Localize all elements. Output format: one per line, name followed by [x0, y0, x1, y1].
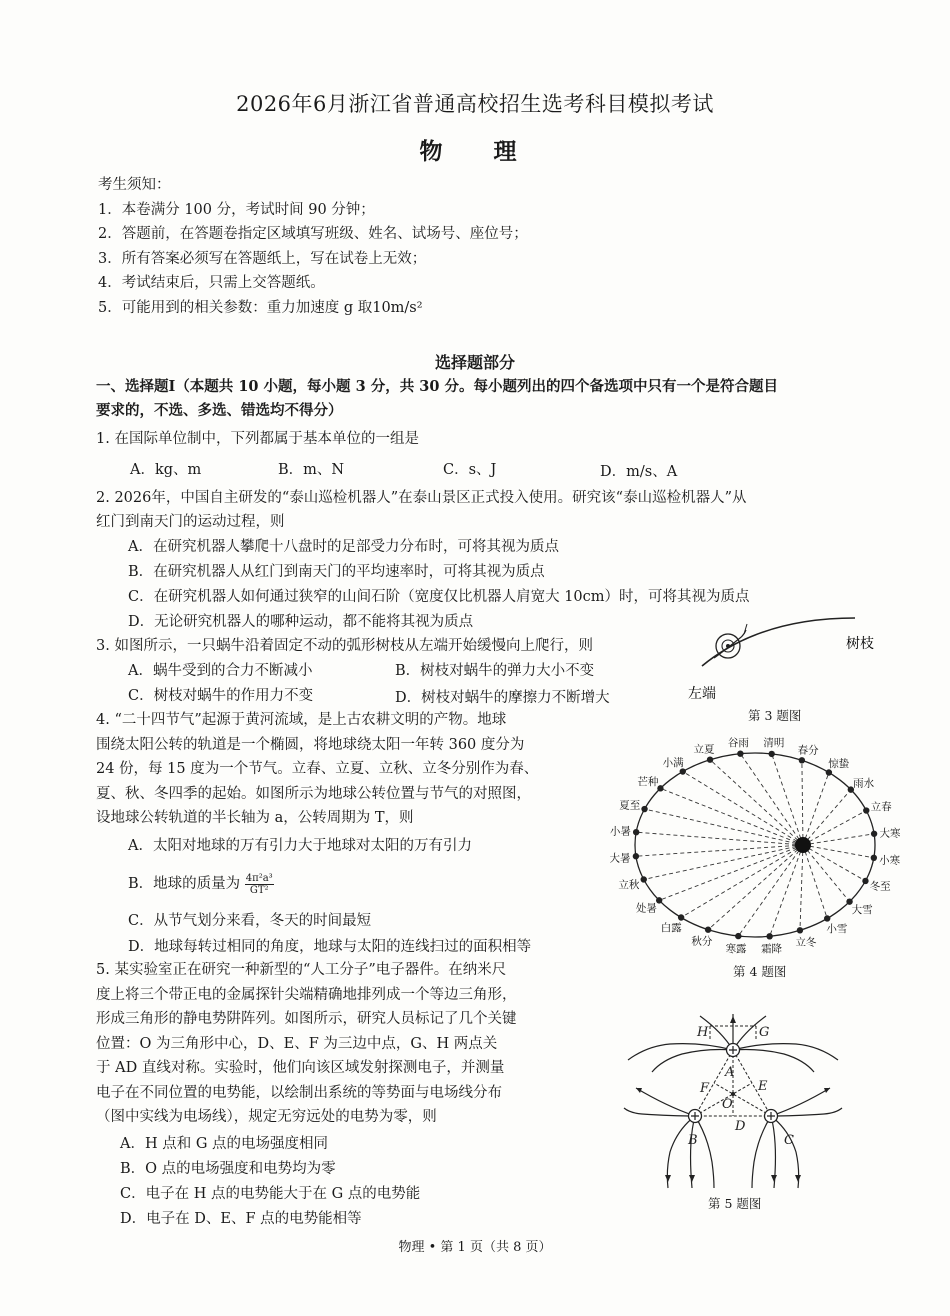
point-label-c: C — [784, 1133, 794, 1148]
subject-title: 物 理 — [419, 138, 531, 165]
solar-term-label: 霜降 — [761, 943, 783, 956]
orbit-ellipse — [635, 753, 875, 937]
q5-option-a: A．H 点和 G 点的电场强度相同 — [120, 1136, 329, 1152]
point-label-o: O — [722, 1097, 733, 1112]
page-footer: 物理 • 第 1 页（共 8 页） — [398, 1240, 552, 1255]
orbit-ray — [803, 845, 874, 858]
q1-option-c: C．s、J — [443, 462, 497, 478]
orbit-ray — [800, 845, 803, 930]
solar-term-label: 春分 — [797, 744, 819, 757]
earth-position-dot — [707, 756, 713, 762]
notice-block — [98, 173, 528, 320]
q4-figure-caption: 第 4 题图 — [733, 964, 787, 979]
orbit-ray — [738, 845, 803, 936]
solar-term-label: 小雪 — [826, 923, 848, 936]
earth-position-dot — [633, 853, 639, 859]
solar-term-label: 清明 — [763, 737, 785, 750]
orbit-ray — [803, 811, 866, 845]
q5-option-c: C．电子在 H 点的电势能大于在 G 点的电势能 — [120, 1186, 421, 1202]
q5-stem-line: 电子在不同位置的电势能，以绘制出系统的等势面与电场线分布 — [96, 1084, 502, 1101]
solar-term-label: 寒露 — [725, 942, 747, 955]
q5-figure-caption: 第 5 题图 — [708, 1196, 762, 1211]
q5-stem-line: 位置：O 为三角形中心，D、E、F 为三边中点，G、H 两点关 — [96, 1035, 498, 1052]
q5-stem-line: 形成三角形的静电势阱阵列。如图所示，研究人员标记了几个关键 — [96, 1011, 517, 1027]
q4-stem — [96, 708, 596, 831]
solar-term-label: 芒种 — [637, 775, 659, 788]
earth-position-dot — [641, 876, 647, 882]
orbit-ray — [772, 754, 803, 845]
solar-term-label: 雨水 — [853, 777, 875, 790]
q2-option-a: A．在研究机器人攀爬十八盘时的足部受力分布时，可将其视为质点 — [128, 539, 559, 555]
q4-stem-line: 4. “二十四节气”起源于黄河流域，是上古农耕文明的产物。地球 — [96, 712, 507, 728]
sun-icon — [795, 837, 811, 853]
q1-option-b: B．m、N — [278, 462, 345, 478]
part-heading — [96, 375, 866, 423]
branch-label: 树枝 — [846, 636, 874, 652]
orbit-ray — [803, 845, 827, 918]
q2-option-b: B．在研究机器人从红门到南天门的平均速率时，可将其视为质点 — [128, 564, 545, 580]
q5-option-b: B．O 点的电场强度和电势均为零 — [120, 1161, 336, 1177]
orbit-ray — [802, 760, 803, 845]
earth-position-dot — [735, 933, 741, 939]
point-label-e: E — [758, 1079, 768, 1094]
q5-stem-line: 于 AD 直线对称。实验时，他们向该区域发射探测电子，并测量 — [96, 1060, 505, 1076]
q5-stem-line: （图中实线为电场线），规定无穷远处的电势为零，则 — [96, 1109, 437, 1125]
solar-term-label: 小寒 — [879, 854, 900, 867]
notice-item: 4．考试结束后，只需上交答题纸。 — [98, 275, 325, 291]
notice-item: 1．本卷满分 100 分，考试时间 90 分钟； — [98, 201, 375, 218]
part-heading-line2: 要求的，不选、多选、错选均不得分） — [96, 402, 343, 419]
solar-term-label: 大雪 — [851, 904, 873, 917]
notice-item: 5．可能用到的相关参数：重力加速度 g 取10m/s² — [98, 299, 423, 316]
q5-option-d: D．电子在 D、E、F 点的电势能相等 — [120, 1211, 362, 1227]
earth-position-dot — [678, 914, 684, 920]
orbit-ray — [636, 845, 803, 856]
q1-option-a: A．kg、m — [130, 462, 202, 478]
solar-term-label: 惊蛰 — [828, 758, 850, 771]
q3-stem: 3. 如图所示，一只蜗牛沿着固定不动的弧形树枝从左端开始缓慢向上爬行，则 — [96, 638, 593, 654]
solar-term-label: 立秋 — [618, 878, 640, 891]
orbit-ray — [710, 760, 803, 845]
q5-stem-line: 度上将三个带正电的金属探针尖端精确地排列成一个等边三角形， — [96, 986, 517, 1003]
orbit-ray — [803, 790, 851, 845]
part-heading-line1: 一、选择题Ⅰ（本题共 10 小题，每小题 3 分，共 30 分。每小题列出的四个备选项中只有一个是符合题目 — [96, 378, 779, 395]
earth-position-dot — [633, 829, 639, 835]
q4-option-d: D．地球每转过相同的角度，地球与太阳的连线扫过的面积相等 — [128, 939, 532, 955]
orbit-ray — [803, 773, 829, 845]
point-label-b: B — [688, 1133, 698, 1148]
q4-option-b-prefix: B．地球的质量为 — [128, 876, 241, 892]
orbit-ray — [770, 845, 803, 936]
q4-formula-denominator: GT² — [249, 884, 269, 896]
solar-terms-orbit-figure — [610, 733, 900, 958]
q4-option-b — [128, 872, 274, 896]
earth-position-dot — [824, 915, 830, 921]
orbit-ray — [683, 772, 803, 845]
q2-option-d: D．无论研究机器人的哪种运动，都不能将其视为质点 — [128, 614, 474, 630]
section-title: 选择题部分 — [434, 353, 515, 372]
solar-term-label: 白露 — [660, 921, 682, 934]
solar-term-label: 立冬 — [795, 936, 817, 949]
solar-term-label: 小满 — [662, 756, 684, 769]
solar-term-label: 立春 — [870, 801, 892, 814]
solar-term-label: 谷雨 — [727, 736, 749, 749]
q5-stem-line: 5. 某实验室正在研究一种新型的“人工分子”电子器件。在纳米尺 — [96, 962, 507, 978]
solar-term-label: 处暑 — [635, 902, 657, 915]
earth-position-dot — [656, 897, 662, 903]
solar-term-label: 冬至 — [869, 880, 891, 893]
branch-arc — [702, 618, 855, 666]
earth-position-dot — [862, 878, 868, 884]
q4-formula-numerator: 4π²a³ — [245, 872, 273, 884]
earth-position-dot — [871, 831, 877, 837]
orbit-ray — [660, 788, 803, 845]
q4-stem-line: 围绕太阳公转的轨道是一个椭圆，将地球绕太阳一年转 360 度分为 — [96, 736, 525, 753]
earth-position-dot — [737, 750, 743, 756]
notice-item: 3．所有答案必须写在答题纸上，写在试卷上无效； — [98, 250, 427, 267]
exam-title: 2026年6月浙江省普通高校招生选考科目模拟考试 — [236, 92, 714, 116]
q3-option-c: C．树枝对蜗牛的作用力不变 — [128, 688, 314, 704]
q1-option-d: D．m/s、A — [600, 464, 678, 480]
notice-item: 2．答题前，在答题卷指定区域填写班级、姓名、试场号、座位号； — [98, 226, 528, 242]
point-label-g: G — [759, 1025, 770, 1040]
solar-term-label: 夏至 — [619, 799, 641, 812]
left-end-label: 左端 — [688, 686, 716, 702]
q3-option-b: B．树枝对蜗牛的弹力大小不变 — [395, 663, 595, 679]
solar-term-label: 立夏 — [693, 743, 715, 756]
earth-position-dot — [863, 807, 869, 813]
point-label-d: D — [735, 1119, 746, 1134]
q2-stem-line1: 2. 2026年，中国自主研发的“泰山巡检机器人”在泰山景区正式投入使用。研究该“泰山巡检机器人”从 — [96, 490, 747, 506]
point-label-f: F — [700, 1081, 710, 1096]
solar-term-label: 秋分 — [691, 935, 713, 948]
point-label-h: H — [697, 1025, 709, 1040]
orbit-ray — [708, 845, 803, 930]
q3-option-d: D．树枝对蜗牛的摩擦力不断增大 — [395, 690, 610, 706]
q4-option-c: C．从节气划分来看，冬天的时间最短 — [128, 913, 372, 929]
q3-figure-caption: 第 3 题图 — [748, 708, 802, 723]
notice-heading: 考生须知： — [98, 177, 171, 193]
solar-term-label: 大寒 — [879, 827, 900, 840]
earth-position-dot — [680, 768, 686, 774]
q4-stem-line: 24 份，每 15 度为一个节气。立春、立夏、立秋、立冬分别作为春、 — [96, 761, 539, 777]
earth-position-dot — [797, 927, 803, 933]
orbit-ray — [803, 834, 874, 845]
earth-position-dot — [871, 855, 877, 861]
orbit-ray — [636, 832, 803, 845]
solar-term-label: 小暑 — [610, 825, 631, 838]
q4-stem-line: 夏、秋、冬四季的起始。如图所示为地球公转位置与节气的对照图， — [96, 785, 531, 802]
q2-option-c: C．在研究机器人如何通过狭窄的山间石阶（宽度仅比机器人肩宽大 10cm）时，可将其视为质点 — [128, 589, 750, 605]
earth-position-dot — [766, 933, 772, 939]
q5-stem — [96, 958, 596, 1130]
point-label-a: A — [725, 1065, 735, 1080]
q2-stem-line2: 红门到南天门的运动过程，则 — [96, 514, 285, 530]
orbit-ray — [803, 845, 850, 902]
orbit-ray — [740, 754, 803, 845]
q4-option-a: A．太阳对地球的万有引力大于地球对太阳的万有引力 — [128, 838, 472, 854]
solar-term-label: 大暑 — [610, 852, 631, 865]
q4-stem-line: 设地球公转轨道的半长轴为 a，公转周期为 T，则 — [96, 810, 414, 826]
electric-field-figure — [622, 1012, 844, 1190]
earth-position-dot — [641, 806, 647, 812]
earth-position-dot — [769, 751, 775, 757]
earth-position-dot — [705, 926, 711, 932]
earth-position-dot — [799, 757, 805, 763]
orbit-ray — [645, 809, 803, 845]
q3-option-a: A．蜗牛受到的合力不断减小 — [128, 663, 313, 679]
earth-position-dot — [826, 769, 832, 775]
q1-stem: 1. 在国际单位制中，下列都属于基本单位的一组是 — [96, 431, 419, 447]
orbit-ray — [681, 845, 803, 917]
